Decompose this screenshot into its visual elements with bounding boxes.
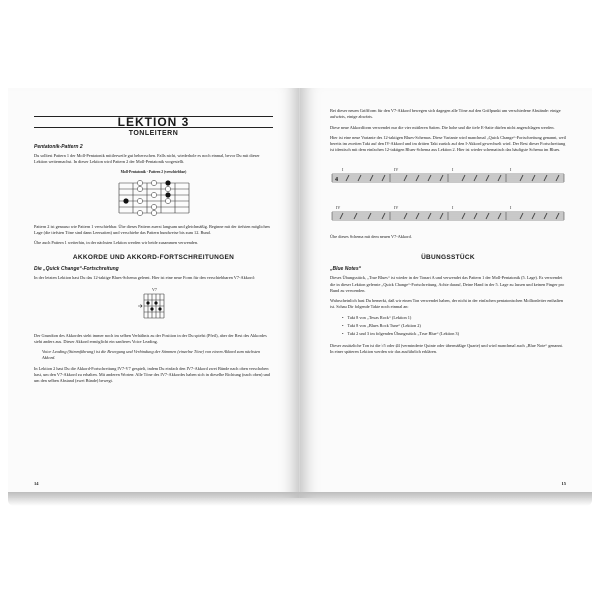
paragraph: Bei dieser neuen Griffform für den V7-Akkord bewegen sich dagegen alle Töne auf den Griffpunkt um verschiedene Abstände: einige aufwärts, einige abwärts. <box>330 108 561 120</box>
list-item: • Takt 2 und 3 im folgenden Übungsstück „True Blue“ (Lektion 3) <box>342 331 566 337</box>
paragraph: In Lektion 2 hast Du die Akkord-Fortschreitung IV7-V7 gespielt, indem Du einfach den IV7-Akkord zwei Bünde nach oben verschoben hast, um den V7-Akkord zu erhalten. Mit anderen Worten: Alle Töne des IV7-Akkordes haben sich in dieselbe Richtung (nach oben) und um den selben Abstand (zwei Bünde) bewegt. <box>34 365 270 384</box>
svg-text:4: 4 <box>335 176 338 183</box>
chord-symbol: IV <box>394 205 399 211</box>
section-heading-quick-change: Die „Quick Change“-Fortschreitung <box>34 265 119 272</box>
blues-progression-staff-2 <box>330 202 566 224</box>
right-page <box>300 88 592 498</box>
scale-note-dot <box>137 210 142 215</box>
paragraph: Dieses Übungsstück, „True Blues“ ist wieder in der Tonart A und verwendet das Pattern 1 der Moll-Pentatonik (5. Lage). Es verwendet die in dieser Lektion gelernte „Quick Change“-Fortschreitung. Achte darauf, Deine Hand in der 5. Lage zu lassen und keinen Finger pro Bund zu verwenden. <box>330 275 565 293</box>
paragraph: Du solltest Pattern 1 der Moll-Pentatonik mittlerweile gut beherrschen. Falls nicht, wiederhole es noch einmal, bevor Du mit dieser Lektion weitermachst. In dieser Lektion wird Pattern 2 der Moll-Pentatonik vorgestellt. <box>34 152 260 165</box>
chord-symbol: IV <box>394 166 399 172</box>
page-number-left: 14 <box>34 481 39 486</box>
paragraph: Wahrscheinlich hast Du bemerkt, daß wir einen Ton verwendet haben, der nicht in der einfachen pentatonischen Molltonleiter enthalten ist. Schau Dir folgende Takte noch einmal an: <box>330 298 564 310</box>
paragraph: Pattern 2 ist genauso wie Pattern 1 verschiebbar. Übe dieses Pattern zuerst langsam und gleichmäßig. Beginne mit der tiefsten möglichen Lage (die tiefsten Töne sind dann Leersaiten) und verschiebe das Pattern bundweise bis zum 12. Bund. <box>34 223 270 236</box>
page-number-right: 15 <box>561 481 566 486</box>
scale-note-dot <box>151 192 156 197</box>
paragraph: In der letzten Lektion hast Du das 12-taktige Blues-Schema gelernt. Hier ist eine neue Form für den verschiebbaren V7-Akkord: <box>34 275 255 281</box>
scale-note-dot <box>137 186 142 191</box>
list-item: • Takt 8 von „Texas Rock“ (Lektion 1) <box>342 315 566 321</box>
paragraph: Diese neue Akkordform verwendet nur die vier mittleren Saiten. Die hohe und die tiefe E-Saite dürfen nicht angeschlagen werden. <box>330 124 555 130</box>
chord-symbol: I <box>452 166 454 172</box>
scale-note-dot <box>137 180 142 185</box>
book-bottom-shadow <box>8 492 592 506</box>
chord-symbol: IV <box>336 205 341 211</box>
section-title-chords: AKKORDE UND AKKORD-FORTSCHREITUNGEN <box>72 253 235 261</box>
section-heading-blue-notes: „Blue Notes“ <box>330 265 362 272</box>
scale-note-dot <box>151 210 156 215</box>
paragraph-definition: Voice Leading (Stimmführung) ist die Bewegung und Verbindung der Stimmen (einzelne Töne) von einem Akkord zum nächsten Akkord. <box>42 349 261 361</box>
root-note-dot <box>123 198 128 203</box>
diagram-caption: Moll-Pentatonik - Pattern 2 (verschiebbar) <box>120 170 187 175</box>
section-title-exercise: ÜBUNGSSTÜCK <box>421 253 475 261</box>
chord-finger-dot <box>154 301 157 304</box>
bullet-list <box>342 315 566 338</box>
paragraph: Hier ist eine neue Variante des 12-taktigen Blues-Schemas. Diese Variante wird manchmal „Quick Change“-Fortschreitung genannt, weil bereits im zweiten Takt auf den IV-Akkord und im dritten Takt zurück auf den I-Akkord gewechselt wird. Der Rest dieser Fortschreitung ist identisch mit dem einfachen 12-taktigen Blues-Schema aus Lektion 2. Hier ist wieder schematisch das häufigste Schema im Blues. <box>330 134 566 153</box>
scale-note-dot <box>165 186 170 191</box>
lesson-title: LEKTION 3 <box>34 116 273 128</box>
chord-symbol: I <box>452 205 454 211</box>
paragraph: Übe auch Pattern 1 weiterhin, in der nächsten Lektion werden wir beide zusammen verwenden. <box>34 240 199 246</box>
chord-finger-dot <box>150 307 153 310</box>
chord-symbol: I <box>342 166 344 172</box>
root-note-dot <box>165 192 170 197</box>
lesson-subtitle: TONLEITERN <box>128 130 179 138</box>
scale-note-dot <box>165 198 170 203</box>
root-note-dot <box>165 180 170 185</box>
chord-symbol: I <box>510 205 512 211</box>
scale-note-dot <box>151 180 156 185</box>
root-arrow-icon <box>138 304 142 307</box>
scale-fretboard-diagram <box>113 177 195 219</box>
list-item: • Takt 8 von „Blues Rock Tune“ (Lektion 2) <box>342 323 566 329</box>
chord-finger-dot <box>146 301 149 304</box>
chord-finger-dot <box>158 307 161 310</box>
chord-symbol: I <box>510 166 512 172</box>
section-heading-pentatonic: Pentatonik-Pattern 2 <box>34 143 83 150</box>
paragraph: Übe dieses Schema mit dem neuen V7-Akkord. <box>330 234 412 240</box>
scale-note-dot <box>151 204 156 209</box>
open-book <box>8 88 592 508</box>
chord-label: V7 <box>151 286 157 292</box>
paragraph: Der Grundton des Akkordes steht immer noch im selben Verhältnis zu der Position in der Du spielst (Pfeil), aber der Rest des Akkordes sieht anders aus. Dieser Akkord ermöglicht ein sanfteres Voice Leading. <box>34 332 267 344</box>
left-page <box>8 88 300 498</box>
scale-note-dot <box>137 198 142 203</box>
chord-diagram <box>134 286 174 328</box>
paragraph: Dieser zusätzliche Ton ist die ♭5 oder ♯4 (verminderte Quinte oder übermäßige Quarte) und wird manchmal auch „Blue Note“ genannt. In einer späteren Lektion werden wir das ausführlich erklären. <box>330 342 563 354</box>
blues-progression-staff-1 <box>330 164 566 186</box>
